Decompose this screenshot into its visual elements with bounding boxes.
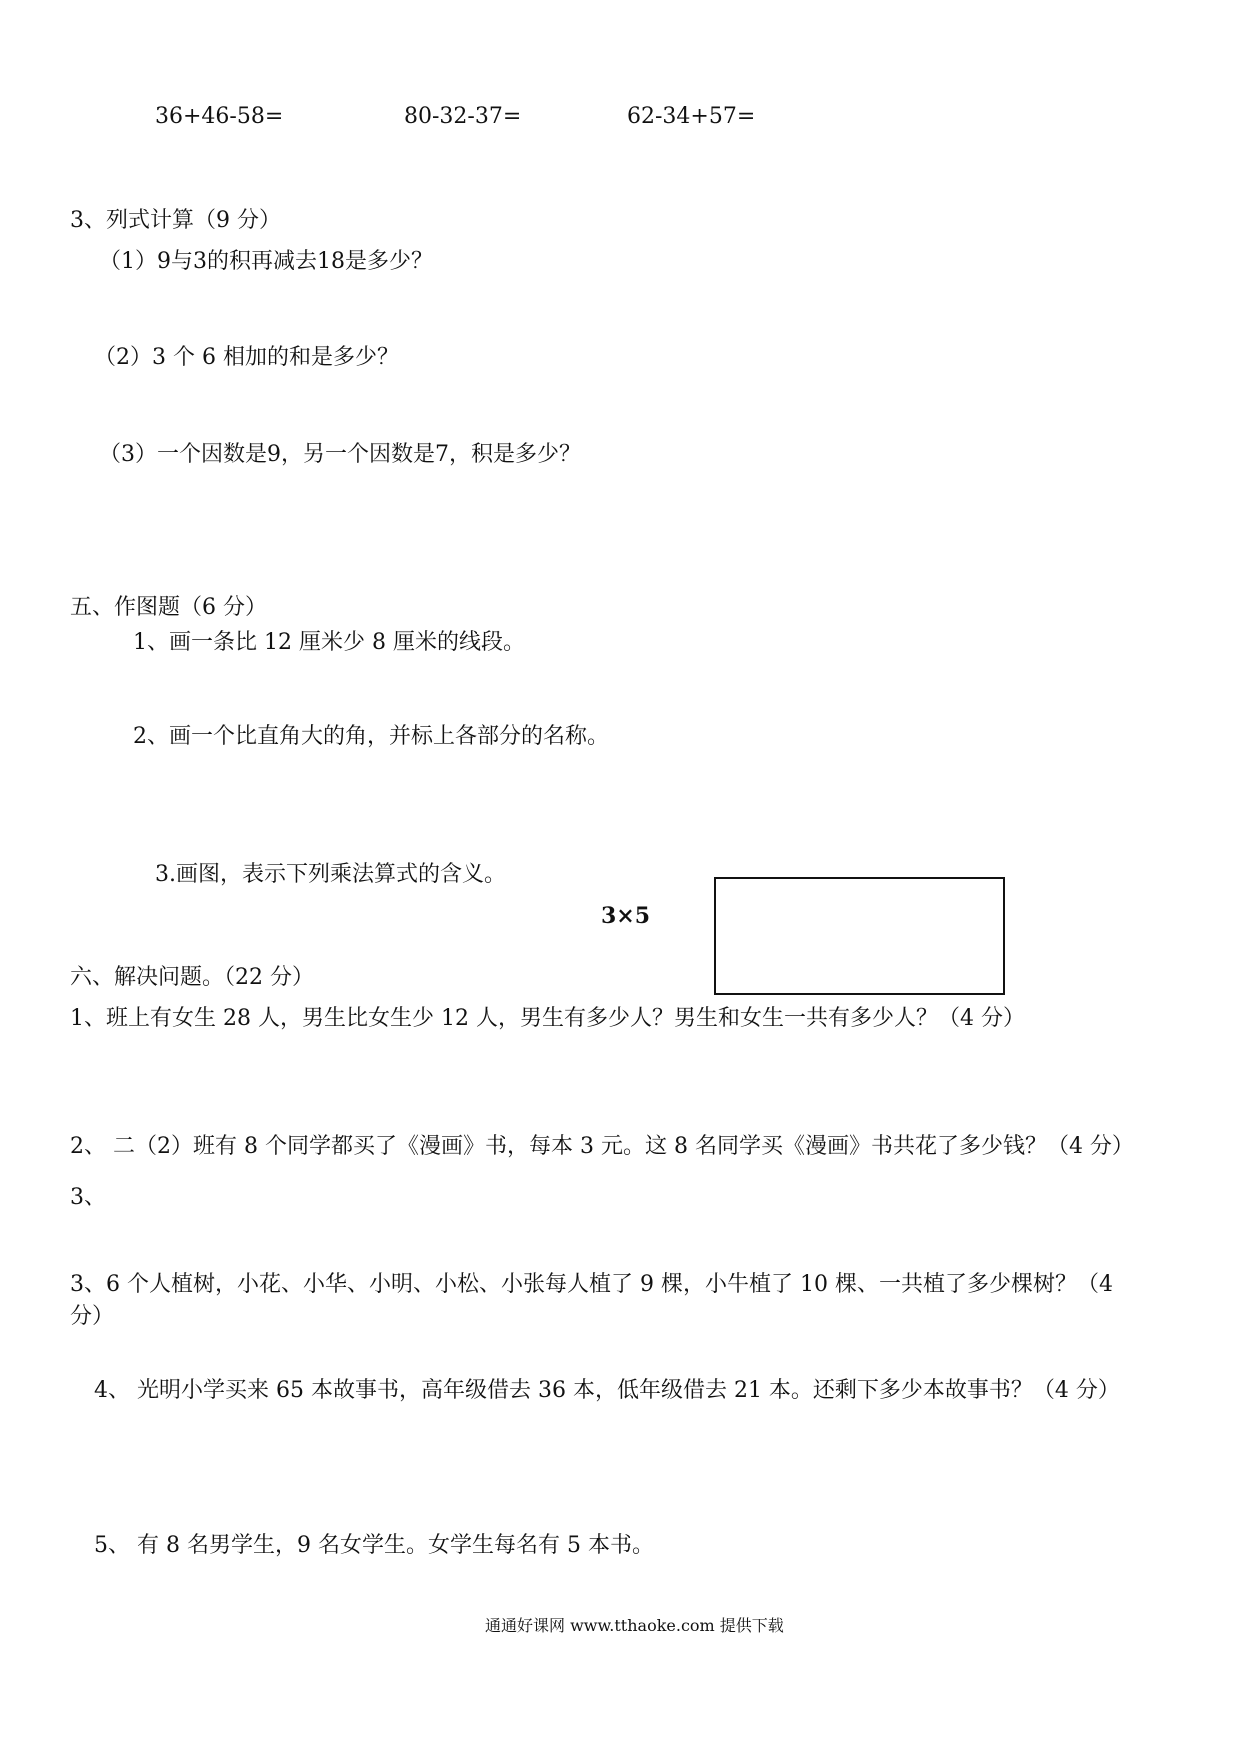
drawing-question-2: 2、画一个比直角大的角，并标上各部分的名称。 — [133, 724, 609, 749]
footer-credit: 通通好课网 www.tthaoke.com 提供下载 — [485, 1616, 784, 1635]
drawing-answer-box[interactable] — [714, 877, 1005, 995]
list-calc-question-3: （3）一个因数是9，另一个因数是7，积是多少？ — [99, 442, 581, 467]
arithmetic-expression-3: 62-34+57= — [627, 104, 756, 129]
arithmetic-expression-2: 80-32-37= — [404, 104, 522, 129]
problem-question-3-stub: 3、 — [70, 1185, 106, 1210]
list-calc-question-2: （2）3 个 6 相加的和是多少？ — [94, 345, 399, 370]
problem-question-1: 1、班上有女生 28 人，男生比女生少 12 人，男生有多少人？男生和女生一共有多少人？（4 分） — [70, 1006, 1025, 1031]
section-heading-problems: 六、解决问题。（22 分） — [70, 965, 314, 990]
arithmetic-expression-1: 36+46-58= — [155, 104, 284, 129]
section-heading-list-calc: 3、列式计算（9 分） — [70, 208, 281, 233]
problem-question-3-line-1: 3、6 个人植树，小花、小华、小明、小松、小张每人植了 9 棵，小牛植了 10 棵、一共植了多少棵树？（4 — [70, 1272, 1113, 1297]
list-calc-question-1: （1）9与3的积再减去18是多少？ — [99, 249, 433, 274]
problem-question-3-line-2: 分） — [70, 1304, 115, 1329]
section-heading-drawing: 五、作图题（6 分） — [70, 595, 267, 620]
drawing-question-1: 1、画一条比 12 厘米少 8 厘米的线段。 — [133, 630, 525, 655]
multiplication-expression: 3×5 — [601, 903, 651, 929]
problem-question-2: 2、 二（2）班有 8 个同学都买了《漫画》书，每本 3 元。这 8 名同学买《漫画》书共花了多少钱？（4 分） — [70, 1134, 1134, 1159]
drawing-question-3: 3.画图，表示下列乘法算式的含义。 — [155, 862, 506, 887]
problem-question-5: 5、 有 8 名男学生，9 名女学生。女学生每名有 5 本书。 — [94, 1533, 654, 1558]
problem-question-4: 4、 光明小学买来 65 本故事书，高年级借去 36 本，低年级借去 21 本。还剩下多少本故事书？（4 分） — [94, 1378, 1120, 1403]
